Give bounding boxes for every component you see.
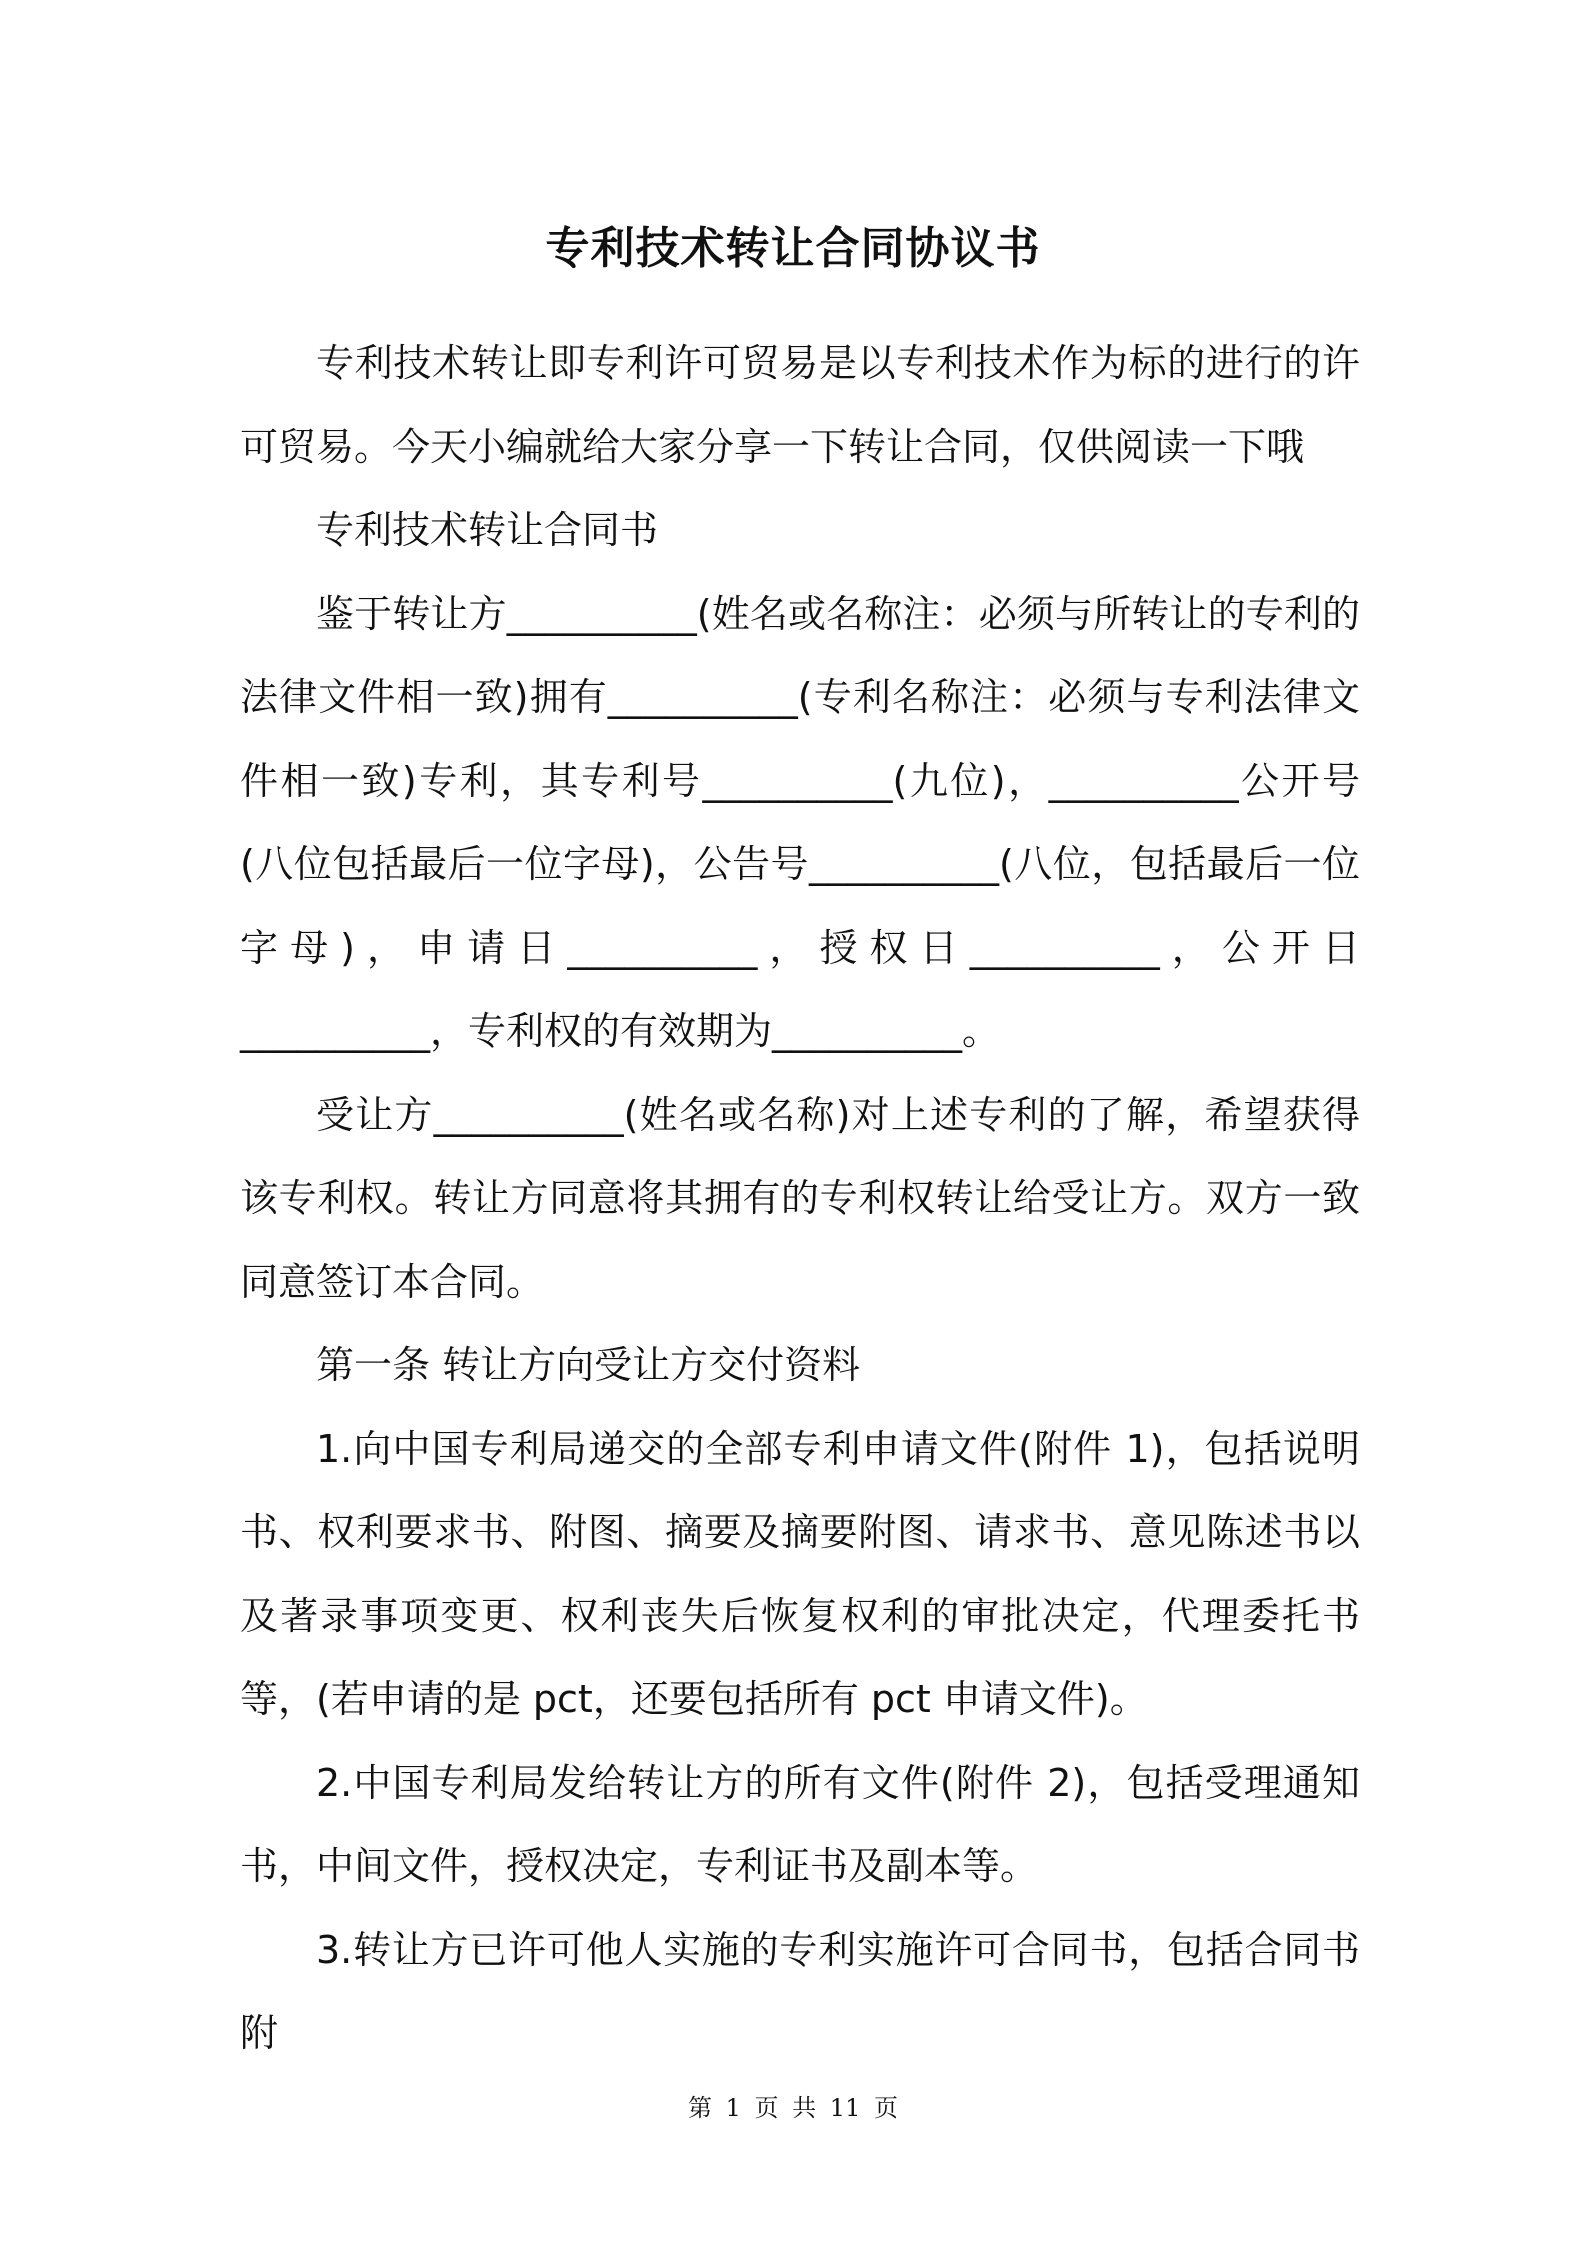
assignee-paragraph: 受让方__________(姓名或名称)对上述专利的了解，希望获得该专利权。转让方同意将其拥有的专利权转让给受让方。双方一致同意签订本合同。 <box>240 1092 1360 1304</box>
whereas-paragraph: 鉴于转让方__________(姓名或名称注：必须与所转让的专利的法律文件相一致)拥有__________(专利名称注：必须与专利法律文件相一致)专利，其专利号__________(九位)，__________公开号(八位包括最后一位字母)，公告号__________(八位，包括最后一位字母)，申请日__________，授权日__________，公开日__________，专利权的有效期为__________。 <box>240 591 1360 1053</box>
clause-2: 2.中国专利局发给转让方的所有文件(附件 2)，包括受理通知书，中间文件，授权决定，专利证书及副本等。 <box>240 1760 1360 1888</box>
contract-heading: 专利技术转让合同书 <box>316 508 659 552</box>
clause-3: 3.转让方已许可他人实施的专利实施许可合同书，包括合同书附 <box>240 1927 1360 2055</box>
document-body <box>240 322 1360 2076</box>
document-title: 专利技术转让合同协议书 <box>545 223 1041 274</box>
page-footer: 第 1 页 共 11 页 <box>688 2094 898 2122</box>
article-one-heading: 第一条 转让方向受让方交付资料 <box>316 1343 861 1387</box>
intro-paragraph: 专利技术转让即专利许可贸易是以专利技术作为标的进行的许可贸易。今天小编就给大家分享一下转让合同，仅供阅读一下哦 <box>240 341 1360 469</box>
clause-1: 1.向中国专利局递交的全部专利申请文件(附件 1)，包括说明书、权利要求书、附图、摘要及摘要附图、请求书、意见陈述书以及著录事项变更、权利丧失后恢复权利的审批决定，代理委托书等，(若申请的是 pct，还要包括所有 pct 申请文件)。 <box>240 1426 1360 1721</box>
